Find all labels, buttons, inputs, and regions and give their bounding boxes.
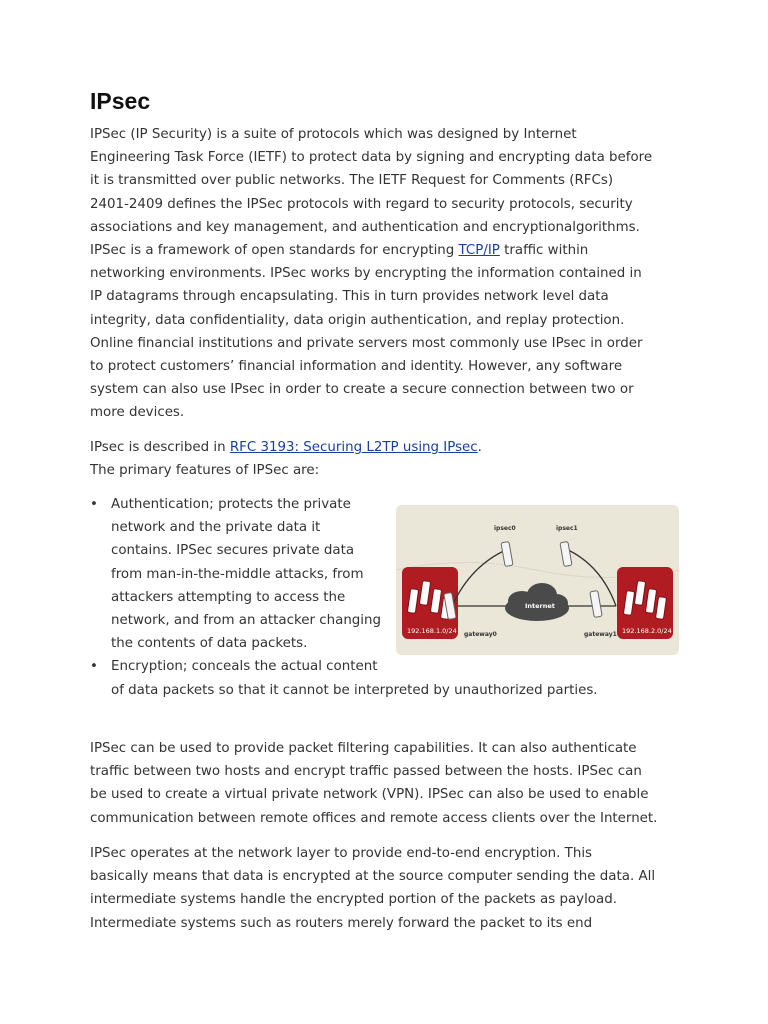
intro-line: more devices.	[90, 405, 185, 421]
left-network-label: 192.168.1.0/24	[407, 627, 457, 635]
intro-line: associations and key management, and authentication and encryptionalgorithms.	[90, 219, 640, 235]
intro-line: IPSec is a framework of open standards for encrypting	[90, 243, 459, 259]
rfc-prefix: IPsec is described in	[90, 440, 230, 455]
internet-label: Internet	[525, 602, 555, 610]
intro-line: networking environments. IPSec works by encrypting the information contained in	[90, 266, 642, 282]
gateway0-label: gateway0	[464, 631, 497, 638]
intro-line: traffic within	[499, 243, 589, 259]
intro-line: integrity, data confidentiality, data origin authentication, and replay protection.	[90, 312, 625, 328]
rfc-3193-link[interactable]: RFC 3193: Securing L2TP using IPsec	[229, 440, 478, 455]
ipsec1-label: ipsec1	[556, 525, 578, 532]
network-layer-paragraph: IPSec operates at the network layer to provide end-to-end encryption. This basically means that data is encrypted at the source computer sending the data. All intermediate systems handle the encrypted portion of the packets as payload. Intermediate systems such as routers merely forward the packet to its end	[90, 846, 656, 931]
tcpip-link[interactable]: TCP/IP	[458, 243, 500, 259]
rfc-paragraph	[90, 436, 482, 482]
intro-line: Online financial institutions and private servers most commonly use IPsec in order	[90, 335, 643, 351]
intro-line: 2401-2409 defines the IPSec protocols with regard to security protocols, security	[90, 196, 633, 212]
page-title: IPsec	[90, 88, 151, 114]
list-item-authentication: • Authentication; protects the private network and the private data it contains. IPSec secures private data from man-in-the-middle attacks, from attackers attempting to access the network, and from an attacker changing the contents of data packets.	[90, 493, 598, 655]
intro-line: IPSec (IP Security) is a suite of protocols which was designed by Internet	[90, 127, 577, 142]
right-network-label: 192.168.2.0/24	[622, 627, 672, 635]
intro-line: IP datagrams through encapsulating. This in turn provides network level data	[90, 289, 609, 305]
intro-line: it is transmitted over public networks. The IETF Request for Comments (RFCs)	[90, 173, 614, 189]
gateway1-label: gateway1	[584, 631, 617, 638]
features-intro: The primary features of IPSec are:	[90, 463, 320, 479]
intro-line: system can also use IPsec in order to create a secure connection between two or	[90, 382, 634, 398]
vpn-paragraph: IPSec can be used to provide packet filtering capabilities. It can also authenticate traffic between two hosts and encrypt traffic passed between the hosts. IPSec can be used to create a virtual private network (VPN). IPSec can also be used to enable communication between remote offices and remote access clients over the Internet.	[90, 741, 658, 826]
intro-line: Engineering Task Force (IETF) to protect data by signing and encrypting data before	[90, 150, 653, 166]
ipsec0-label: ipsec0	[494, 525, 516, 532]
intro-line: to protect customers’ financial information and identity. However, any software	[90, 359, 623, 375]
list-item-encryption: • Encryption; conceals the actual content of data packets so that it cannot be interpreted by unauthorized parties.	[90, 655, 598, 701]
intro-paragraph	[90, 123, 652, 425]
ipsec-network-diagram	[396, 505, 679, 655]
rfc-suffix: .	[477, 440, 482, 455]
